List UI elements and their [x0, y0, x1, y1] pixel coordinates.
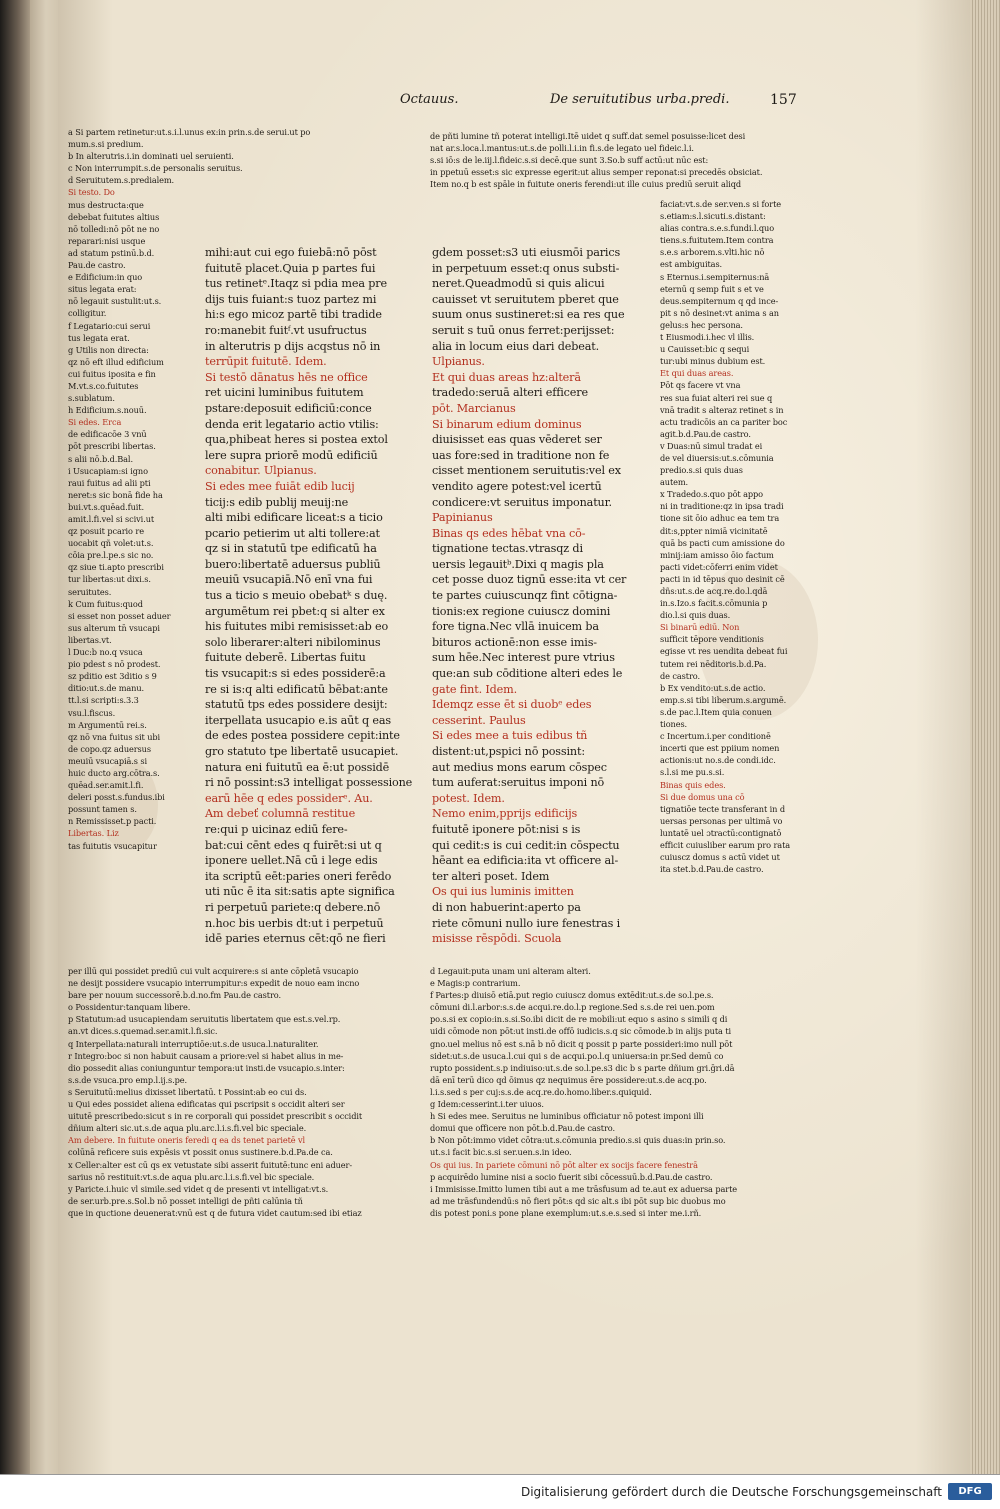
text-line: qz si in statutū tpe edificatū ha — [205, 542, 377, 556]
text-line: egisse vt res uendita debeat fui — [660, 646, 788, 657]
text-line: in ppetuū esset:s sic expresse egerit:ut alius semper reponat:si precedēs obsiciat. — [430, 167, 763, 178]
text-line: Idemqz esse ēt si duobᵉ edes — [432, 698, 592, 712]
text-line: ret uicini luminibus fuitutem — [205, 386, 364, 400]
text-line: uas fore:sed in traditione non fe — [432, 448, 610, 462]
text-line: fuitutē iponere pōt:nisi s is — [432, 822, 581, 836]
text-line: sz pditio est 3ditio s 9 — [68, 671, 157, 682]
text-line: que:an sub cōditione alteri edes le — [432, 667, 623, 681]
text-line: Am debere. In fuitute oneris feredi q ea ds tenet parietē vl — [68, 1135, 306, 1146]
gloss-top-block — [430, 130, 830, 190]
text-line: faciat:vt.s.de ser.ven.s si forte — [660, 199, 782, 209]
text-line: re:qui p uicinaz ediū fere- — [205, 822, 348, 836]
text-line: colligitur. — [68, 308, 107, 319]
text-line: hēant ea edificia:ita vt officere al- — [432, 854, 619, 868]
text-line: actionis:ut no.s.de condi.idc. — [660, 755, 776, 766]
text-line: s.etiam:s.l.sicuti.s.distant: — [660, 211, 766, 222]
text-line: ri nō possint:s3 intelligat possessione — [205, 776, 413, 790]
text-line: tur:ubi minus dubium est. — [660, 356, 766, 367]
text-line: Si edes mee fuiāt edib lucij — [205, 479, 355, 493]
text-line: e Edificium:in quo — [68, 272, 143, 283]
text-line: raui fuitus ad alii pti — [68, 477, 151, 488]
text-line: dñium alteri sic.ut.s.de aqua plu.arc.l.i.s.fi.vel bic speciale. — [68, 1123, 307, 1134]
text-line: tionis:ex regione cuiuscz domini — [432, 604, 611, 618]
text-line: s.si iō:s de le.iij.l.fideic.s.si decē.que sunt 3.So.b suff actū:ut nūc est: — [430, 155, 709, 166]
text-line: ne desijt possidere vsucapio interrumpitur:s expedit de nouo eam incno — [68, 978, 360, 989]
text-line: tt.l.si scripti:s.3.3 — [68, 695, 139, 706]
text-line: iterpellata usucapio e.is aūt q eas — [205, 713, 391, 727]
text-line: dijs tuis fuiant:s tuoz partez mi — [205, 292, 377, 306]
text-line: condicere:vt seruitus imponatur. — [432, 495, 612, 509]
text-line: ita stet.b.d.Pau.de castro. — [660, 864, 764, 875]
text-line: c Incertum.i.per conditionē — [660, 731, 771, 742]
text-line: lere supra priorē modū edificiū — [205, 448, 378, 462]
text-line: g Utilis non directa: — [68, 344, 149, 355]
text-line: mus destructa:que — [68, 199, 144, 210]
text-line: de ser.urb.pre.s.Sol.b nō posset intelligi de pñti calūnia tñ — [68, 1195, 303, 1206]
text-line: mihi:aut cui ego fuiebā:nō pōst — [205, 246, 377, 259]
text-line: dio.l.si quis duas. — [660, 610, 731, 621]
text-line: b Non pōt:immo videt cōtra:ut.s.cōmunia predio.s.si quis duas:in prin.so. — [430, 1135, 726, 1146]
text-line: tis vsucapit:s si edes possiderē:a — [205, 667, 386, 681]
text-line: emp.s.si tibi liberum.s.argumē. — [660, 694, 787, 705]
text-line: u Qui edes possidet aliena edificatas qui pscripsit s occidit alteri ser — [68, 1099, 345, 1110]
text-line: Si testo. Do — [68, 187, 115, 198]
text-line: alia in locum eius dari debeat. — [432, 339, 599, 353]
text-line: argumētum rei pbet:q si alter ex — [205, 604, 385, 618]
text-line: sufficit tēpore venditionis — [660, 634, 764, 645]
text-line: alias contra.s.e.s.fundi.l.quo — [660, 223, 775, 234]
text-line: de edificacōe 3 vnū — [68, 429, 147, 440]
text-line: alti mibi edificare liceat:s a ticio — [205, 511, 383, 525]
text-line: cisset mentionem seruitutis:vel ex — [432, 464, 621, 478]
text-line: quā bs pacti cum amissione do — [660, 537, 785, 548]
text-line: Et qui duas areas. — [660, 368, 734, 379]
text-line: uti nūc ē ita sit:satis apte significa — [205, 885, 395, 899]
text-line: te partes cuiuscunqz fint cōtigna- — [432, 589, 618, 603]
text-line: tradedo:seruā alteri efficere — [432, 386, 588, 400]
text-line: sus alterum tn̄ vsucapi — [68, 622, 160, 633]
text-line: dio possedit alias coniunguntur tempora:ut insti.de vsucapio.s.inter: — [68, 1062, 345, 1073]
text-line: pio pdest s nō prodest. — [68, 659, 161, 670]
text-line: uersas personas per ultimā vo — [660, 815, 783, 826]
text-line: tutem rei nēditoris.b.d.Pa. — [660, 658, 767, 669]
text-line: d Legauit:puta unam uni alteram alteri. — [430, 966, 591, 976]
text-line: Os qui ius luminis imitten — [432, 885, 574, 899]
text-line: situs legata erat: — [68, 284, 137, 295]
text-line: nō tolledi:nō pōt ne no — [68, 223, 160, 234]
text-line: ditio:ut.s.de manu. — [68, 683, 145, 694]
gloss-bottom-left — [68, 965, 413, 1219]
text-line: Nemo enim,pprijs edificijs — [432, 807, 578, 821]
text-line: s.sublatum. — [68, 393, 115, 404]
text-line: earū hēe q edes possiderᵉ. Au. — [205, 791, 373, 805]
text-line: g Idem:cesserint.i.ter uiuos. — [430, 1099, 544, 1110]
text-line: di non habuerint:aperto pa — [432, 900, 581, 914]
book-spine — [0, 0, 30, 1474]
text-line: cui fuitus iposita e fin — [68, 368, 156, 379]
text-line: de copo.qz aduersus — [68, 743, 151, 754]
text-line: natura eni fuitutū ea ē:ut possidē — [205, 760, 390, 774]
text-line: idē paries eternus cēt:qō ne fieri — [205, 932, 386, 946]
text-line: vsu.l.fiscus. — [68, 707, 116, 718]
text-line: uidi cōmode non pōt:ut insti.de offō iudicis.s.q sic cōmode.b in alijs puta ti — [430, 1026, 732, 1037]
text-line: f Legatario:cui serui — [68, 320, 151, 331]
text-line: nō legauit sustulit:ut.s. — [68, 296, 162, 307]
text-line: dit:s,ppter nimiā vicinitatē — [660, 525, 768, 536]
text-line: vendito agere potest:vel icertū — [432, 479, 602, 493]
text-line: s Seruitutū:melius dixisset libertatū. t Possint:ab eo cui ds. — [68, 1086, 307, 1097]
text-line: sum hēe.Nec interest pure vtrius — [432, 651, 615, 665]
text-line: iponere uellet.Nā cū i lege edis — [205, 854, 378, 868]
text-line: ita scriptū eēt:paries oneri ferēdo — [205, 869, 392, 883]
text-line: po.s.si ex copio:in.s.si.So.ibi dicit de re mobili:ut equo s asino s simili q di — [430, 1014, 728, 1025]
text-line: s Eternus.i.sempiternus:nā — [660, 271, 770, 282]
text-line: qz nō eft illud edificium — [68, 356, 164, 367]
text-line: sarius nō restituit:vt.s.de aqua plu.arc.l.i.s.fi.vel bic speciale. — [68, 1171, 315, 1182]
text-line: rupto possident.s.p indiuiso:ut.s.de so.l.pe.s3 dic b s parte dñium gri.ḡri.dā — [430, 1062, 735, 1073]
text-line: qz posuit pcario re — [68, 526, 144, 537]
text-line: Os qui ius. In pariete cōmuni nō pōt alter ex socijs facere fenestrā — [430, 1159, 698, 1170]
text-line: neret:s sic bonā fide ha — [68, 489, 163, 500]
text-line: his fuitutes mibi remisisset:ab eo — [205, 620, 389, 634]
text-line: a Si partem retinetur:ut.s.i.l.unus ex:in prin.s.de serui.ut po — [68, 127, 311, 137]
text-line: e Magis:p contrarium. — [430, 978, 521, 989]
text-line: si esset non posset aduer — [68, 610, 171, 621]
text-line: buero:libertatē aduersus publiū — [205, 557, 381, 571]
text-line: gro statuto tpe libertatē usucapiet. — [205, 745, 399, 758]
text-line: misisse rēspōdi. Scuola — [432, 932, 562, 946]
text-line: actu tradicōis an ca pariter boc — [660, 416, 788, 427]
text-line: tignatione tectas.vtrasqz di — [432, 542, 583, 556]
text-line: in.s.Izo.s facit.s.cōmunia p — [660, 598, 768, 609]
text-line: predio.s.si quis duas — [660, 465, 743, 476]
text-line: neret.Queadmodū si quis alicui — [432, 277, 605, 291]
text-line: Pau.de castro. — [68, 260, 126, 271]
text-line: Libertas. Liz — [68, 828, 119, 839]
text-line: Si testō dānatus hēs ne office — [205, 370, 368, 384]
text-line: pōt. Marcianus — [432, 401, 516, 415]
text-line: bui.vt.s.quēad.fuit. — [68, 501, 144, 512]
text-line: domui que officere non pōt.b.d.Pau.de castro. — [430, 1123, 615, 1134]
text-line: possunt tamen s. — [68, 804, 137, 815]
text-line: ad statum pstinū.b.d. — [68, 247, 155, 258]
text-line: gdem posset:s3 uti eiusmōi parics — [432, 246, 621, 259]
text-line: re si is:q alti edificatū bēbat:ante — [205, 682, 388, 696]
text-line: que in quctione deuenerat:vnū est q de futura videt cautum:sed ibi etiaz — [68, 1207, 362, 1218]
text-line: i Usucapiam:si igno — [68, 465, 148, 476]
text-line: d Seruitutem.s.predialem. — [68, 175, 175, 186]
text-line: suum onus sustineret:si ea res que — [432, 308, 625, 322]
text-line: Si edes mee a tuis edibus tñ — [432, 729, 588, 743]
main-text-column-1 — [205, 245, 425, 947]
text-line: tus legata erat. — [68, 332, 130, 343]
text-line: p Statutum:ad usucapiendam seruitutis libertatem que est.s.vel.rp. — [68, 1014, 341, 1025]
text-line: u Cauisset:bic q sequi — [660, 344, 750, 355]
text-line: r Integro:boc si non habuit causam a priore:vel si habet alius in me- — [68, 1050, 344, 1061]
text-line: m Argumentū rei.s. — [68, 719, 147, 730]
text-line: dis potest poni.s pone plane exemplum:ut.s.e.s.sed si inter me.i.rñ. — [430, 1207, 702, 1218]
text-line: aut medius mons earum cōspec — [432, 760, 607, 774]
text-line: p acquirēdo lumine nisi a socio fuerit sibi cōcessuū.b.d.Pau.de castro. — [430, 1171, 713, 1182]
text-line: Ulpianus. — [432, 355, 485, 369]
text-line: f Partes:p diuisō etiā.put regio cuiuscz domus extēdit:ut.s.de so.l.pe.s. — [430, 990, 714, 1001]
text-line: cet posse duoz tignū esse:ita vt cer — [432, 573, 627, 587]
text-line: reparari:nisi usque — [68, 235, 146, 246]
text-line: res sua fuiat alteri rei sue q — [660, 392, 773, 403]
text-line: y Paricte.i.huic vl simile.sed videt q de presenti vt intelligat:vt.s. — [68, 1183, 329, 1194]
text-line: ticij:s edib publij meuij:ne — [205, 495, 349, 509]
text-line: qui cedit:s is cui cedit:in cōspectu — [432, 838, 620, 852]
text-line: tiones. — [660, 719, 688, 730]
text-line: in alterutris p dijs acqstus nō in — [205, 339, 381, 353]
text-line: gelus:s hec persona. — [660, 319, 743, 330]
text-line: tus retinetᵉ.Itaqz si pdia mea pre — [205, 277, 387, 291]
text-line: efficit cuiusliber earum pro rata — [660, 839, 791, 850]
text-line: bare per nouum successorē.b.d.no.fm Pau.de castro. — [68, 990, 281, 1001]
text-line: ri perpetuū pariete:q debere.nō — [205, 900, 381, 914]
text-line: autem. — [660, 477, 689, 488]
text-line: pōt prescribi libertas. — [68, 441, 156, 452]
text-line: cauisset vt seruitutem pberet que — [432, 292, 619, 306]
text-line: tus a ticio s meuio obebatᵏ s duę. — [205, 589, 388, 603]
text-line: M.vt.s.co.fuitutes — [68, 380, 139, 391]
text-line: tione sit ōio adhuc ea tem tra — [660, 513, 780, 524]
digitization-footer — [0, 1474, 1000, 1509]
text-line: debebat fuitutes altius — [68, 211, 160, 222]
text-line: dā enī terū dico qd ōimus qz nequimus ēre possidere:ut.s.de acq.po. — [430, 1074, 707, 1085]
text-line: meuiū vsucapiā.Nō enī vna fui — [205, 573, 373, 587]
text-line: hi:s ego micoz partē tibi tradide — [205, 308, 382, 322]
text-line: gate fint. Idem. — [432, 682, 518, 696]
text-line: de vel diuersis:ut.s.cōmunia — [660, 452, 774, 463]
text-line: b In alterutris.i.in dominati uel seruienti. — [68, 151, 234, 162]
dfg-logo: DFG — [948, 1483, 992, 1500]
text-line: deleri posst.s.fundus.ibi — [68, 792, 165, 803]
text-line: s.de pac.l.Item quia conuen — [660, 706, 772, 717]
text-line: pcario petierim ut alti tollere:at — [205, 526, 380, 540]
text-line: distent:ut,pspici nō possint: — [432, 745, 585, 758]
text-line: s.s.de vsuca.pro emp.l.ij.s.pe. — [68, 1074, 187, 1085]
text-line: cesserint. Paulus — [432, 713, 526, 727]
gloss-right-column — [660, 198, 825, 875]
text-line: gno.uel melius nō est s.nā b nō dicit q possit p parte possideri:imo null pōt — [430, 1038, 733, 1049]
text-line: conabitur. Ulpianus. — [205, 464, 317, 478]
text-line: Si due domus una cō — [660, 791, 745, 802]
text-line: diuisisset eas quas vēderet ser — [432, 433, 602, 447]
text-line: tum auferat:seruitus imponi nō — [432, 776, 605, 790]
text-line: uocabit qñ volet:ut.s. — [68, 538, 154, 549]
text-line: h Si edes mee. Seruitus ne luminibus officiatur nō potest imponi illi — [430, 1111, 704, 1122]
text-line: meuiū vsucapiā.s si — [68, 755, 148, 766]
text-line: de edes postea possidere cepit:inte — [205, 729, 400, 743]
text-line: ter alteri poset. Idem — [432, 869, 550, 883]
text-line: pacti videt:cōferri enim videt — [660, 561, 778, 572]
text-line: uitutē prescribedo:sicut s in re corporali qui possidet prescribit s occidit — [68, 1111, 363, 1122]
funding-credit: Digitalisierung gefördert durch die Deutsche Forschungsgemeinschaft — [520, 1485, 942, 1499]
text-line: huic ducto arg.cōtra.s. — [68, 767, 160, 778]
text-line: Et qui duas areas hz:alterā — [432, 370, 581, 384]
text-line: pstare:deposuit edificiū:conce — [205, 401, 372, 415]
text-line: uersis legauitᵇ.Dixi q magis pla — [432, 557, 604, 571]
text-line: minij:iam amisso ōio factum — [660, 549, 774, 560]
text-line: de pñti lumine tñ poterat intelligi.Itē uidet q suff.dat semel posuisse:licet desi — [430, 131, 746, 141]
text-line: Pōt qs facere vt vna — [660, 380, 741, 391]
text-line: seruitutes. — [68, 586, 112, 597]
text-line: ut.s.i facit bic.s.si ser.uen.s.in ideo. — [430, 1147, 572, 1158]
text-line: s.e.s arborem.s.vlti.hic nō — [660, 247, 765, 258]
text-line: b Ex vendito:ut.s.de actio. — [660, 682, 766, 693]
text-line: est ambiguitas. — [660, 259, 723, 270]
text-line: amit.l.fi.vel si scivi.ut — [68, 514, 155, 524]
text-line: statutū tps edes possidere desijt: — [205, 698, 388, 712]
text-line: Binas quis edes. — [660, 779, 726, 790]
text-line: riete cōmuni nullo iure fenestras i — [432, 916, 621, 930]
text-line: potest. Idem. — [432, 791, 505, 805]
text-line: mum.s.si predium. — [68, 139, 144, 150]
text-line: fuitutē placet.Quia p partes fui — [205, 261, 376, 275]
text-line: Si edes. Erca — [68, 417, 122, 428]
text-line: Binas qs edes hēbat vna cō- — [432, 526, 586, 540]
text-line: q Interpellata:naturali interruptiōe:ut.s.de usuca.l.naturaliter. — [68, 1038, 319, 1049]
text-line: cuiuscz domus s actū videt ut — [660, 852, 780, 863]
text-line: s alii nō.b.d.Bal. — [68, 453, 133, 464]
text-line: cōia pre.l.pe.s sic no. — [68, 550, 154, 561]
running-head-book: Octauus. — [400, 92, 459, 107]
text-line: libertas.vt. — [68, 634, 112, 645]
text-line: t Eiusmodi.i.hec vl illis. — [660, 332, 755, 343]
text-line: c Non interrumpit.s.de personalis seruitus. — [68, 163, 243, 174]
text-line: seruit s tuū onus ferret:perijsset: — [432, 323, 615, 337]
running-head — [400, 92, 820, 114]
right-page-edges — [970, 0, 1000, 1474]
text-line: l.i.s.sed s per cuj:s.s.de acq.re.do.homo.liber.s.quiquid. — [430, 1086, 652, 1097]
text-line: colūnā reficere suis expēsis vt possit onus sustinere.b.d.Pa.de ca. — [68, 1147, 333, 1158]
text-line: solo liberarer:alteri nibilominus — [205, 635, 381, 649]
text-line: n Remississet.p pacti. — [68, 816, 157, 827]
text-line: o Possidentur:tanquam libere. — [68, 1002, 191, 1013]
text-line: Si binarum edium dominus — [432, 417, 582, 431]
text-line: v Duas:nū simul tradat ei — [660, 440, 763, 451]
text-line: x Tradedo.s.quo pōt appo — [660, 489, 763, 500]
text-line: ni in traditione:qz in ipsa tradi — [660, 501, 784, 512]
text-line: tignatiōe tecte transferant in d — [660, 803, 785, 814]
text-line: luntatē uel ɔtractū:contignatō — [660, 827, 782, 838]
text-line: eternū q semp fuit s et ve — [660, 283, 764, 294]
text-line: quēad.ser.amit.l.fi. — [68, 780, 144, 791]
text-line: dñs:ut.s.de acq.re.do.l.qdā — [660, 586, 768, 596]
main-text-column-2 — [432, 245, 654, 947]
text-line: ro:manebit fuitᶠ.vt usufructus — [205, 323, 367, 337]
text-line: s.l.si me pu.s.si. — [660, 767, 725, 778]
text-line: terrūpit fuitutē. Idem. — [205, 355, 327, 369]
text-line: tiens.s.fuitutem.Item contra — [660, 235, 774, 246]
text-line: tur libertas:ut dixi.s. — [68, 574, 151, 585]
text-line: qua,phibeat heres si postea extol — [205, 433, 388, 447]
text-line: bituros actionē:non esse imis- — [432, 635, 597, 649]
text-line: pacti in id tēpus quo desinit cē — [660, 573, 785, 584]
text-line: sidet:ut.s.de usuca.l.cui qui s de acqui.po.l.q uniuersa:in pr.Sed demū co — [430, 1050, 724, 1061]
text-line: fuitute deberē. Libertas fuitu — [205, 651, 366, 665]
text-line: Am debeť columnā restitue — [205, 807, 356, 821]
text-line: bat:cui cēnt edes q fuirēt:si ut q — [205, 838, 382, 852]
text-line: agit.b.d.Pau.de castro. — [660, 428, 751, 439]
text-line: ad me trāsfundendū:s nō fieri pōt:s qd sic alt.s ibi pōt sup bic duobus mo — [430, 1195, 726, 1206]
text-line: h Edificium.s.nouū. — [68, 405, 147, 416]
text-line: vnā tradit s alteraz retinet s in — [660, 404, 784, 415]
text-line: deus.sempiternum q qd ince- — [660, 295, 779, 306]
text-line: pit s nō desinet:vt anima s an — [660, 307, 779, 318]
text-line: in perpetuum esset:q onus substi- — [432, 261, 620, 275]
text-line: n.hoc bis uerbis dt:ut i perpetuū — [205, 916, 384, 930]
text-line: i Immisisse.Imitto lumen tibi aut a me trāsfusum ad te.aut ex aduersa parte — [430, 1183, 738, 1194]
text-line: fore tigna.Nec vllā inuicem ba — [432, 620, 599, 634]
text-line: de castro. — [660, 670, 700, 681]
text-line: qz siue ti.apto prescribi — [68, 562, 164, 573]
text-line: k Cum fuitus:quod — [68, 598, 143, 609]
folio-number: 157 — [770, 92, 797, 108]
text-line: Papinianus — [432, 511, 493, 525]
text-line: qz nō vna fuitus sit ubi — [68, 731, 161, 742]
text-line: cōmuni di.l.arbor:s.s.de acqui.re.do.l.p regione.Sed s.s.de rei uen.pom — [430, 1002, 715, 1013]
text-line: l Duc:b no.q vsuca — [68, 647, 143, 658]
text-line: x Celler:alter est cū qs ex vetustate sibi asserit fuitutē:tunc eni aduer- — [68, 1159, 352, 1170]
text-line: an.vt dices.s.quemad.ser.amit.l.fi.sic. — [68, 1026, 218, 1037]
text-line: nat ar.s.loca.l.mantus:ut.s.de polli.l.i.in fi.s.de legato uel fideic.l.i. — [430, 143, 694, 154]
gloss-bottom-right — [430, 965, 830, 1219]
text-line: Item no.q b est spāle in fuitute oneris ferendi:ut ille cuius prediū seruit aliqd — [430, 179, 742, 190]
text-line: incerti que est ppiium nomen — [660, 743, 780, 754]
text-line: Si binarū ediū. Non — [660, 622, 740, 633]
running-head-title: De seruitutibus urba.predi. — [550, 92, 730, 107]
text-line: denda erit legatario actio vtilis: — [205, 417, 379, 431]
text-line: per illū qui possidet prediū cui vult acquirere:s si ante cōpletā vsucapio — [68, 966, 359, 976]
text-line: tas fuitutis vsucapitur — [68, 840, 157, 851]
